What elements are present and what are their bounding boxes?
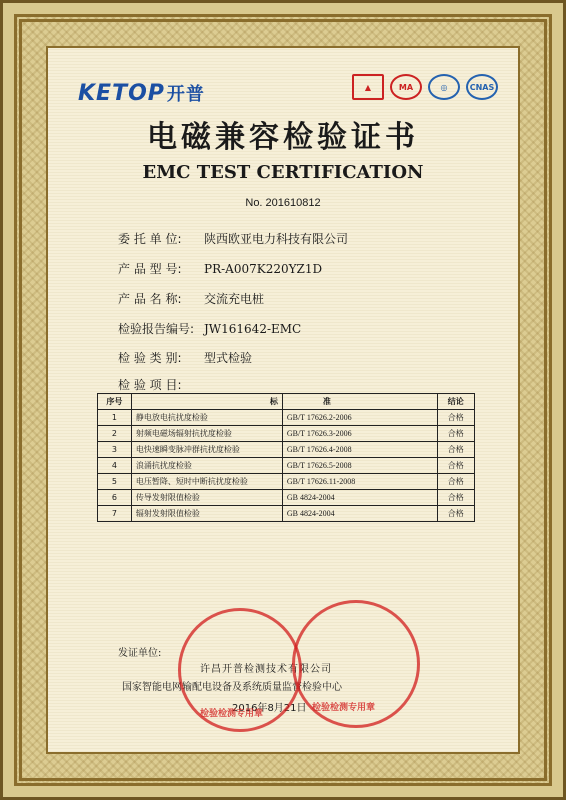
row-result: 合格: [437, 506, 474, 522]
seal-right-text: 检验检测专用章: [312, 703, 376, 713]
field-model: [118, 260, 322, 277]
row-item: 传导发射限值检验: [131, 490, 282, 506]
field-client: [118, 230, 348, 247]
table-row: [98, 506, 475, 522]
certificate-title-en: EMC TEST CERTIFICATION: [142, 162, 424, 183]
row-standard: GB/T 17626.2-2006: [282, 410, 437, 426]
row-seq: 6: [98, 490, 132, 506]
row-result: 合格: [437, 490, 474, 506]
field-report-no: [118, 320, 301, 337]
issue-date: 2016年8月21日: [232, 703, 307, 714]
logo-brand: KETOP: [78, 81, 165, 106]
cma-triangle-icon: ▲: [352, 74, 384, 100]
row-standard: GB/T 17626.3-2006: [282, 426, 437, 442]
row-standard: GB/T 17626.11-2008: [282, 474, 437, 490]
row-item: 电快速瞬变脉冲群抗扰度检验: [131, 442, 282, 458]
field-value: 型式检验: [204, 351, 253, 365]
row-seq: 5: [98, 474, 132, 490]
row-standard: GB/T 17626.5-2008: [282, 458, 437, 474]
table-row: [98, 442, 475, 458]
ketop-logo: [78, 80, 205, 106]
row-seq: 3: [98, 442, 132, 458]
field-product-name: [118, 290, 264, 307]
field-label: 检 验 项 目:: [118, 378, 182, 392]
certificate-title-cn: 电磁兼容检验证书: [147, 120, 419, 155]
header-standard-2: 准: [282, 394, 437, 410]
cma-mark-icon: MA: [390, 74, 422, 100]
field-label: 产 品 名 称:: [118, 292, 182, 306]
row-seq: 1: [98, 410, 132, 426]
row-item: 电压暂降、短时中断抗扰度检验: [131, 474, 282, 490]
row-seq: 4: [98, 458, 132, 474]
row-result: 合格: [437, 426, 474, 442]
field-value: PR-A007K220YZ1D: [204, 262, 323, 276]
field-value: 陕西欧亚电力科技有限公司: [204, 232, 349, 246]
row-seq: 7: [98, 506, 132, 522]
certificate-number: No. 201610812: [245, 197, 321, 209]
ilac-mark-icon: ◎: [428, 74, 460, 100]
table-row: [98, 458, 475, 474]
table-row: [98, 410, 475, 426]
row-result: 合格: [437, 458, 474, 474]
cnas-badge: CNAS: [466, 74, 498, 100]
field-test-items: [118, 376, 204, 393]
field-label: 产 品 型 号:: [118, 262, 182, 276]
row-item: 静电放电抗扰度检验: [131, 410, 282, 426]
header-standard-1: 标: [131, 394, 282, 410]
field-value: 交流充电桩: [204, 292, 265, 306]
table-row: [98, 426, 475, 442]
table-row: [98, 474, 475, 490]
issuer-line1: 许昌开普检测技术有限公司: [200, 664, 332, 675]
header-result: 结论: [437, 394, 474, 410]
logo-brand-cn: 开普: [166, 84, 205, 105]
row-standard: GB/T 17626.4-2008: [282, 442, 437, 458]
field-label: 检验报告编号:: [118, 322, 195, 336]
row-item: 射频电磁场辐射抗扰度检验: [131, 426, 282, 442]
issuer-line2: 国家智能电网输配电设备及系统质量监督检验中心: [122, 682, 342, 693]
accreditation-marks: [352, 74, 498, 100]
row-standard: GB 4824-2004: [282, 506, 437, 522]
row-result: 合格: [437, 410, 474, 426]
field-label: 委 托 单 位:: [118, 232, 182, 246]
field-test-type: [118, 349, 252, 366]
table-header-row: [98, 394, 475, 410]
issuer-label: 发证单位:: [118, 648, 162, 659]
row-result: 合格: [437, 442, 474, 458]
row-standard: GB 4824-2004: [282, 490, 437, 506]
seal-left-text: 检验检测专用章: [200, 709, 264, 719]
header-seq: 序号: [98, 394, 132, 410]
test-items-table: [97, 393, 475, 522]
row-item: 辐射发射限值检验: [131, 506, 282, 522]
row-item: 浪涌抗扰度检验: [131, 458, 282, 474]
field-value: JW161642-EMC: [204, 322, 302, 336]
table-row: [98, 490, 475, 506]
row-seq: 2: [98, 426, 132, 442]
row-result: 合格: [437, 474, 474, 490]
field-label: 检 验 类 别:: [118, 351, 182, 365]
